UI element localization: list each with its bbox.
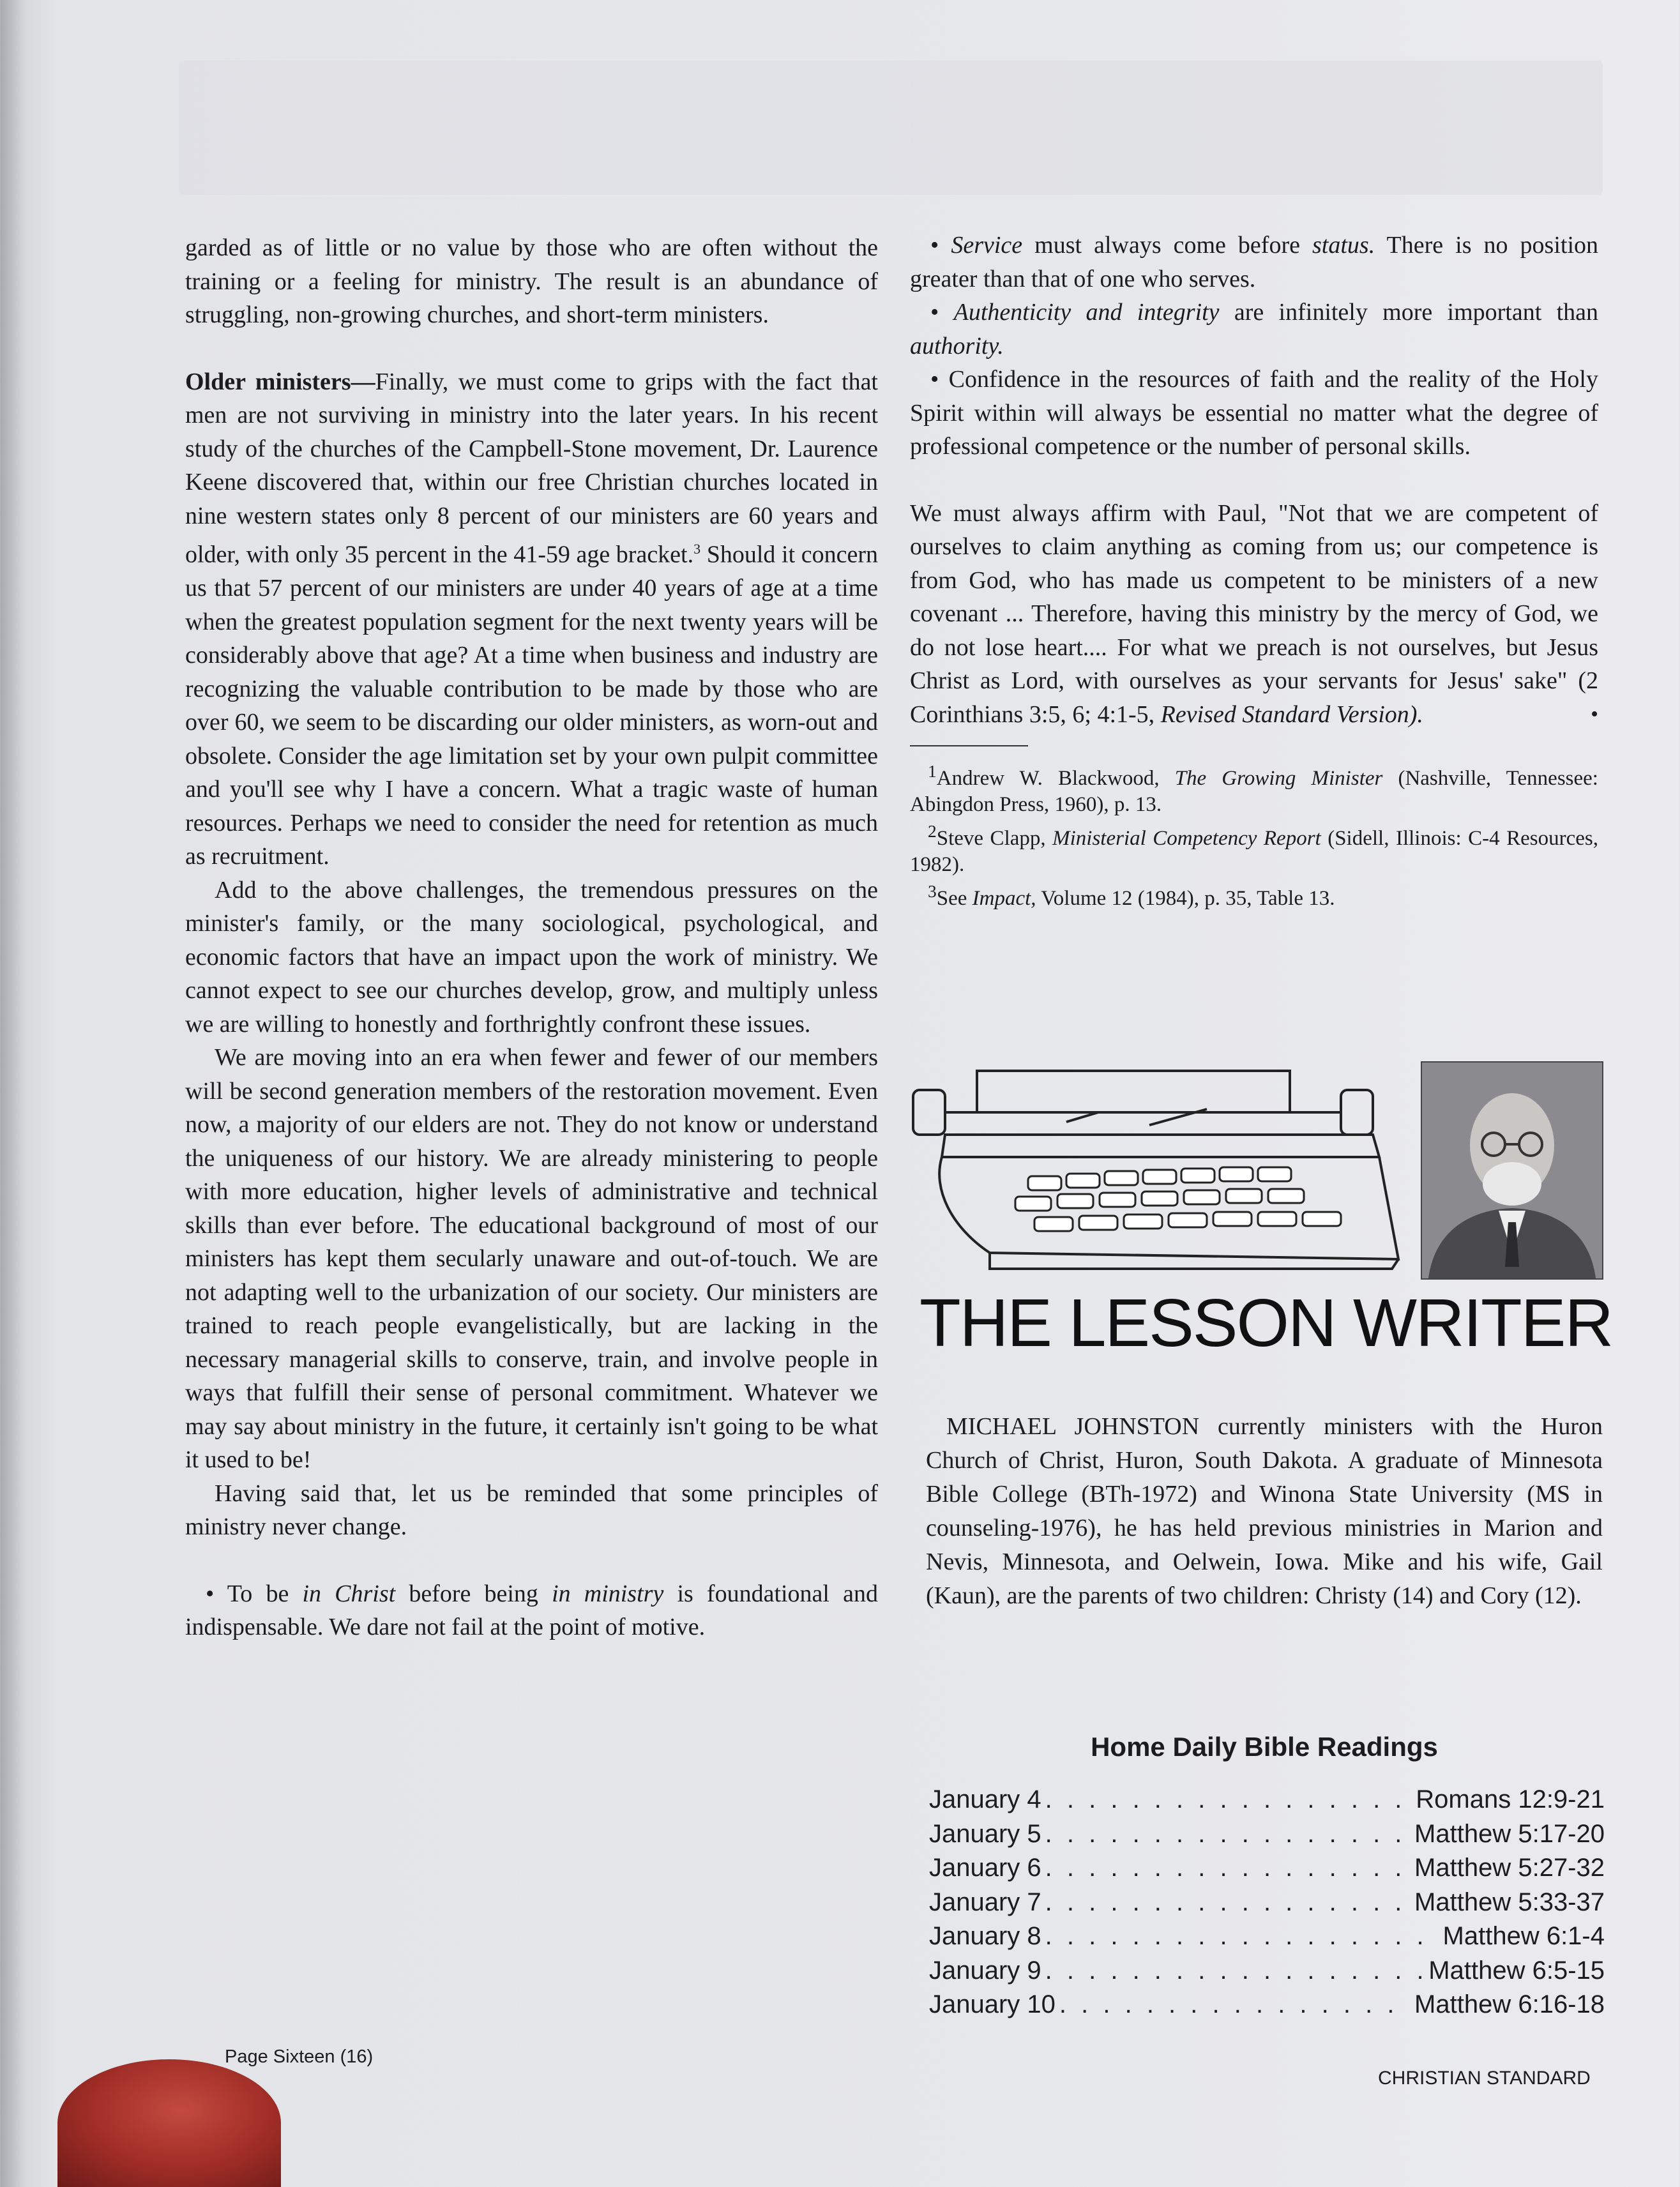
readings-list [929, 1783, 1605, 2022]
publication-name: CHRISTIAN STANDARD [1378, 2068, 1591, 2089]
footnote-divider [910, 745, 1028, 746]
page-number: Page Sixteen (16) [225, 2047, 374, 2067]
reading-row: January 5 . . . Matthew 5:17-20 [929, 1817, 1605, 1852]
reading-row: January 10 . . . Matthew 6:16-18 [929, 1988, 1605, 2022]
thumb-in-frame [57, 2059, 281, 2187]
footnote-2: $^2$Steve Clapp, Ministerial Competency Report (Sidell, Illinois: C-4 Resources, 1982). [910, 821, 1598, 876]
readings-title: Home Daily Bible Readings [1091, 1732, 1438, 1762]
faded-heading-show-through [179, 61, 1603, 195]
footnote-ref-3: 3 [693, 541, 701, 557]
reading-row: January 7 . . . Matthew 5:33-37 [929, 1886, 1605, 1920]
typewriter-illustration [907, 1061, 1405, 1278]
footnote-3: $^3$See Impact, Volume 12 (1984), p. 35, Table 13. [928, 881, 1335, 910]
footnote-1: $^1$Andrew W. Blackwood, The Growing Minister (Nashville, Tennessee: Abingdon Press, 1960), p. 13. [910, 761, 1598, 816]
paragraph-4: We are moving into an era when fewer and fewer of our members will be second generation members of the restoration movement. Even now, a majority of our elders are not. They do not know or understand the uniqueness of our history. We are already ministering to people with more education, higher levels of administrative and technical skills than ever before. The educational background of most of our ministers has kept them secularly unaware and out-of-touch. We are not adapting well to the urbanization of our society. Our ministers are trained to reach people evangelistically, but are lacking in the necessary managerial skills to conserve, train, and involve people in ways that fulfill their sense of personal commitment. Whatever we may say about ministry in the future, it certainly isn't going to be what it used to be! [185, 1044, 878, 1474]
bullet-confidence: • Confidence in the resources of faith and the reality of the Holy Spirit within will always be essential no matter what the degree of professional competence or the number of personal skills. [910, 366, 1598, 460]
reading-row: January 9 . . . Matthew 6:5-15 [929, 1954, 1605, 1988]
subhead-older-ministers: Older ministers— [185, 368, 375, 395]
bullet-service: • Service must always come before status. There is no position greater than that of one who serves. [910, 232, 1598, 292]
left-column [185, 231, 878, 1644]
closing-quote: We must always affirm with Paul, "Not that we are competent of ourselves to claim anything as coming from us; our competence is from God, who has made us competent to be ministers of a new covenant ... Therefore, having this ministry by the mercy of God, we do not lose heart.... For what we preach is not ourselves, but Jesus Christ as Lord, with ourselves as your servants for Jesus' sake" (2 Corinthians 3:5, 6; 4:1-5, Revised Standard Version). • [910, 497, 1598, 732]
end-mark: • [1591, 702, 1598, 726]
bullet-in-christ: • To be in Christ before being in ministry is foundational and indispensable. We dare not fail at the point of motive. [185, 1580, 878, 1641]
reading-row: January 8 . . . Matthew 6:1-4 [929, 1919, 1605, 1954]
paragraph-1: garded as of little or no value by those who are often without the training or a feeling for ministry. The result is an abundance of struggling, non-growing churches, and short-term ministers. [185, 234, 878, 328]
paragraph-5: Having said that, let us be reminded that some principles of ministry never change. [185, 1479, 878, 1541]
lesson-writer-title: THE LESSON WRITER [919, 1285, 1613, 1361]
author-photo [1421, 1061, 1603, 1280]
paragraph-3: Add to the above challenges, the tremendous pressures on the minister's family, or the many sociological, psychological, and economic factors that have an impact upon the work of ministry. We cannot expect to see our churches develop, grow, and multiply unless we are willing to honestly and forthrightly confront these issues. [185, 876, 878, 1038]
right-column [910, 229, 1598, 912]
reading-row: January 4 . . . Romans 12:9-21 [929, 1783, 1605, 1817]
bullet-authenticity: • Authenticity and integrity are infinitely more important than authority. [910, 299, 1598, 359]
reading-row: January 6 . . . Matthew 5:27-32 [929, 1851, 1605, 1886]
paragraph-older-ministers: Older ministers—Finally, we must come to grips with the fact that men are not surviving in ministry into the later years. In his recent study of the churches of the Campbell-Stone movement, Dr. Laurence Keene discovered that, within our free Christian churches located in nine western states only 8 percent of our ministers are 60 years and older, with only 35 percent in the 41-59 age bracket.$^3$ Should it concern us that 57 percent of our ministers are under 40 years of age at a time when the greatest population segment for the next twenty years will be considerably above that age? At a time when business and industry are recognizing the valuable contribution to be made by those who are over 60, we seem to be discarding our older ministers, as worn-out and obsolete. Consider the age limitation set by your own pulpit committee and you'll see why I have a concern. What a tragic waste of human resources. Perhaps we need to consider the need for retention as much as recruitment. [185, 368, 879, 870]
lesson-writer-bio: MICHAEL JOHNSTON currently ministers with the Huron Church of Christ, Huron, South Dakota. A graduate of Minnesota Bible College (BTh-1972) and Winona State University (MS in counseling-1976), he has held previous ministries in Marion and Nevis, Minnesota, and Oelwein, Iowa. Mike and his wife, Gail (Kaun), are the parents of two children: Christy (14) and Cory (12). [926, 1413, 1603, 1609]
